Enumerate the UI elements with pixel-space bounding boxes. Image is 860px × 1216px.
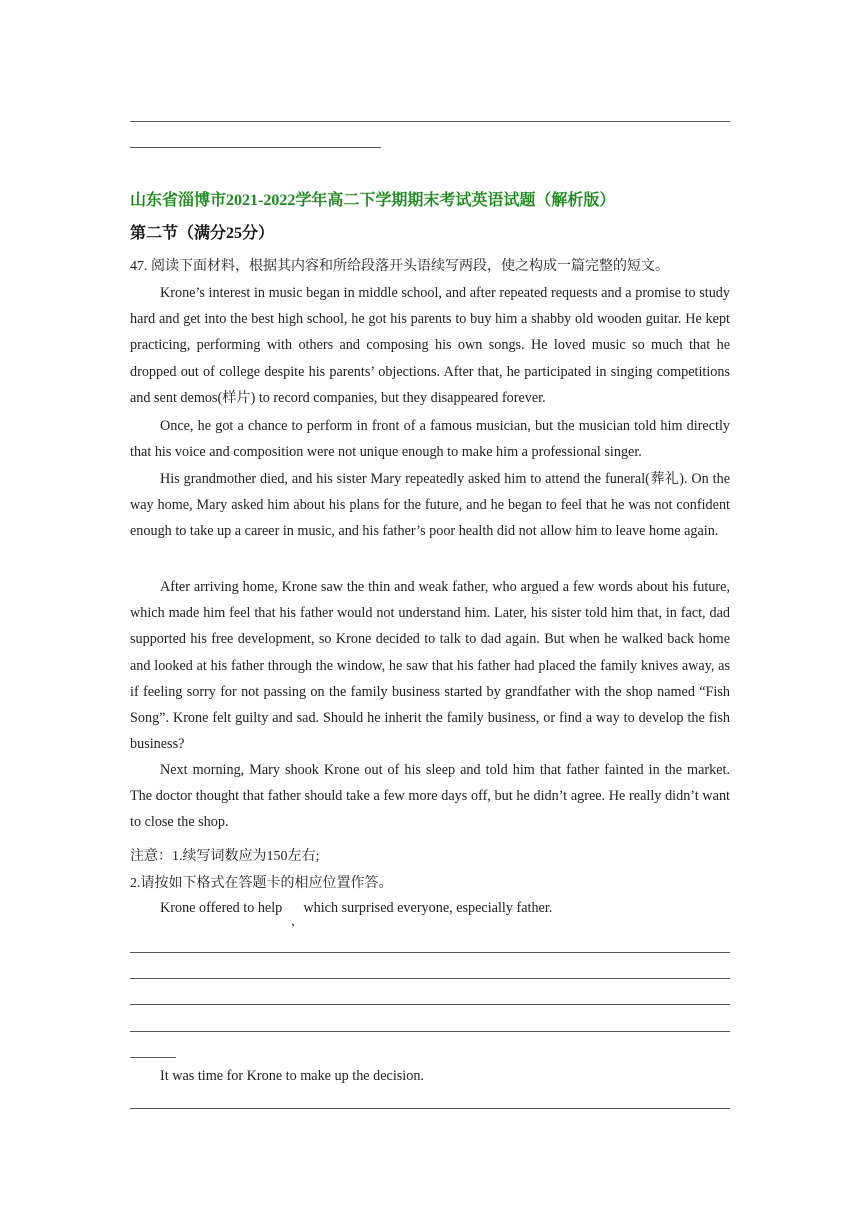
answer-line [130,121,730,122]
starter-1-tail: which surprised everyone, especially father. [303,900,553,916]
writing-line [130,1004,730,1005]
passage-paragraph-2: Once, he got a chance to perform in front of a famous musician, but the musician told him directly that his voice and composition were not unique enough to make him a professional singer. [130,418,730,461]
writing-line [130,952,730,953]
note-format: 2.请按如下格式在答题卡的相应位置作答。 [130,876,393,891]
starter-1-head: Krone offered to help [160,900,283,916]
passage-paragraph-3: His grandmother died, and his sister Mary repeatedly asked him to attend the funeral(葬礼). On the way home, Mary asked him about his plans for the future, and he began to feel that he was not confident enough to take up a career in music, and his father’s poor health did not allow him to leave home again. [130,471,730,540]
passage-paragraph-1: Krone’s interest in music began in middle school, and after repeated requests and a promise to study hard and get into the best high school, he got his parents to buy him a shabby old wooden guitar. He kept practicing, performing with others and composing his own songs. He loved music so much that he dropped out of college despite his parents’ objections. After that, he participated in singing competitions and sent demos(样片) to record companies, but they disappeared forever. [130,285,730,406]
writing-line [130,978,730,979]
paragraph-starter-1 [160,900,552,917]
paragraph-starter-2: It was time for Krone to make up the decision. [160,1068,424,1084]
passage-paragraph-4: After arriving home, Krone saw the thin and weak father, who argued a few words about his future, which made him feel that his father would not understand him. Later, his sister told him that, in fact, dad supported his free development, so Krone decided to talk to dad again. But when he walked back home and looked at his father through the window, he saw that his father had placed the family knives away, as if feeling sorry for not passing on the family business started by grandfather with the shop named “Fish Song”. Krone felt guilty and sad. Should he inherit the family business, or find a way to develop the fish business? [130,579,730,753]
document-title: 山东省淄博市2021-2022学年高二下学期期末考试英语试题（解析版） [130,192,616,209]
note-word-count: 注意：1.续写词数应为150左右; [130,849,320,864]
section-heading: 第二节（满分25分） [130,225,275,242]
question-prompt: 47. 阅读下面材料，根据其内容和所给段落开头语续写两段，使之构成一篇完整的短文。 [130,259,669,274]
writing-line-short [130,1057,176,1058]
passage-paragraph-5: Next morning, Mary shook Krone out of his sleep and told him that father fainted in the market. The doctor thought that father should take a few more days off, but he didn’t agree. He really didn’t want to close the shop. [130,762,730,831]
starter-comma: ， [291,914,304,928]
answer-line-short [130,147,381,148]
writing-line [130,1031,730,1032]
writing-line [130,1108,730,1109]
